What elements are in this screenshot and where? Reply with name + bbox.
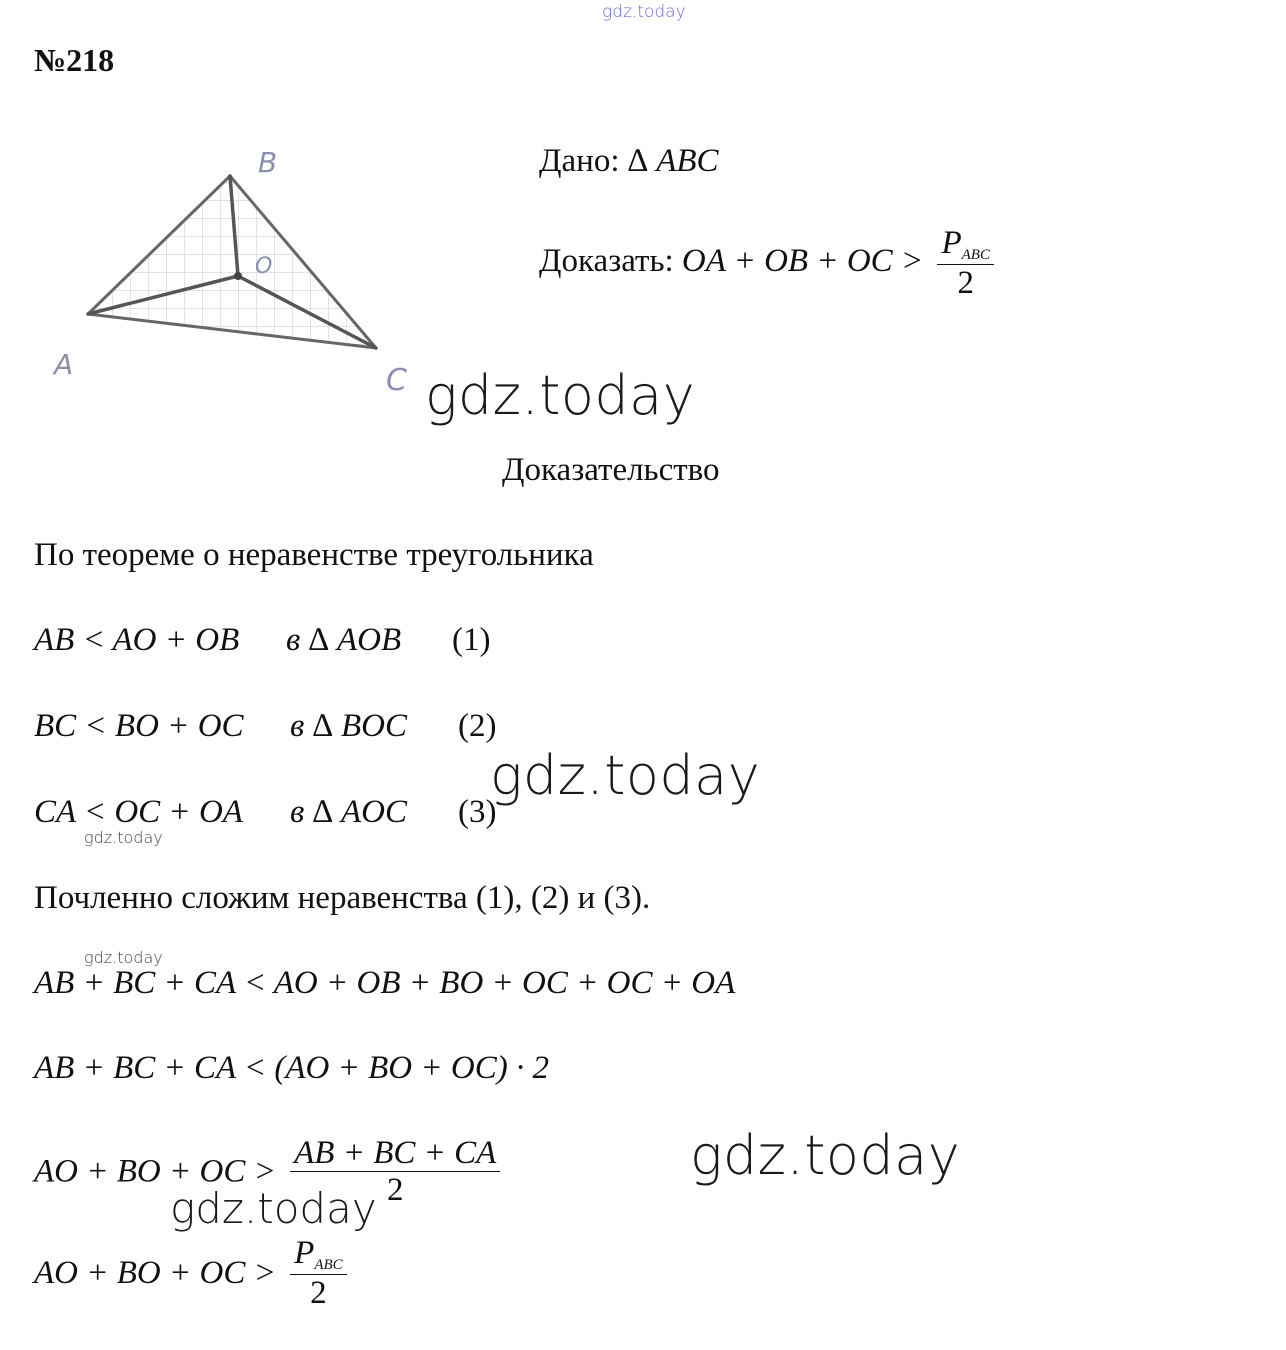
inequality-3-tri: в ∆ AOC (290, 794, 408, 830)
prove-label: Доказать: (539, 243, 674, 280)
task-number: №218 (34, 42, 115, 78)
prove-num-p: P (941, 225, 962, 261)
step-4-fraction (290, 1236, 347, 1311)
inequality-1-tri: в ∆ AOB (286, 622, 402, 658)
inequality-2-tri: в ∆ BOC (290, 708, 408, 744)
watermark-1: gdz.today (425, 364, 696, 427)
step-1: AB + BC + CA < AO + OB + BO + OC + OC + OA (34, 965, 736, 1001)
inequality-3 (34, 794, 496, 831)
inequality-2-num: (2) (458, 708, 497, 744)
given-line (539, 143, 719, 180)
step-3-den: 2 (386, 1171, 404, 1208)
sum-text: Почленно сложим неравенства (1), (2) и (3). (34, 880, 651, 916)
step-4 (34, 1236, 347, 1311)
prove-num-sub: ABC (961, 247, 990, 263)
prove-den: 2 (957, 264, 974, 301)
label-c: C (386, 363, 407, 398)
given-value: ∆ ABC (627, 143, 719, 179)
inequality-3-expr: CA < OC + OA (34, 794, 243, 830)
step-4-num-p: P (294, 1235, 315, 1271)
label-a: A (54, 348, 74, 381)
given-label: Дано: (539, 143, 620, 179)
inequality-1-num: (1) (452, 622, 491, 658)
point-o (234, 272, 242, 280)
step-4-lhs: AO + BO + OC > (34, 1255, 276, 1292)
watermark-small-2: gdz.today (84, 948, 163, 967)
label-b: B (258, 146, 278, 179)
inequality-1 (34, 622, 490, 659)
proof-title: Доказательство (502, 452, 720, 488)
label-o: O (255, 254, 273, 279)
inequality-1-expr: AB < AO + OB (34, 622, 240, 658)
watermark-top: gdz.today (602, 2, 686, 22)
step-3-num: AB + BC + CA (290, 1136, 500, 1172)
step-4-num-sub: ABC (314, 1257, 343, 1273)
prove-fraction (937, 226, 994, 301)
step-2: AB + BC + CA < (AO + BO + OC) · 2 (34, 1050, 549, 1086)
inequality-3-num: (3) (458, 794, 497, 830)
watermark-small-1: gdz.today (84, 828, 163, 847)
watermark-3: gdz.today (690, 1124, 961, 1187)
triangle-figure (40, 128, 410, 418)
step-3-lhs: AO + BO + OC > (34, 1153, 276, 1190)
inequality-2 (34, 708, 496, 745)
watermark-2: gdz.today (490, 744, 761, 807)
prove-line (539, 226, 994, 301)
prove-lhs: OA + OB + OC > (681, 243, 924, 280)
proof-intro: По теореме о неравенстве треугольника (34, 537, 594, 573)
watermark-4: gdz.today (170, 1184, 377, 1233)
inequality-2-expr: BC < BO + OC (34, 708, 244, 744)
step-4-den: 2 (310, 1274, 327, 1311)
